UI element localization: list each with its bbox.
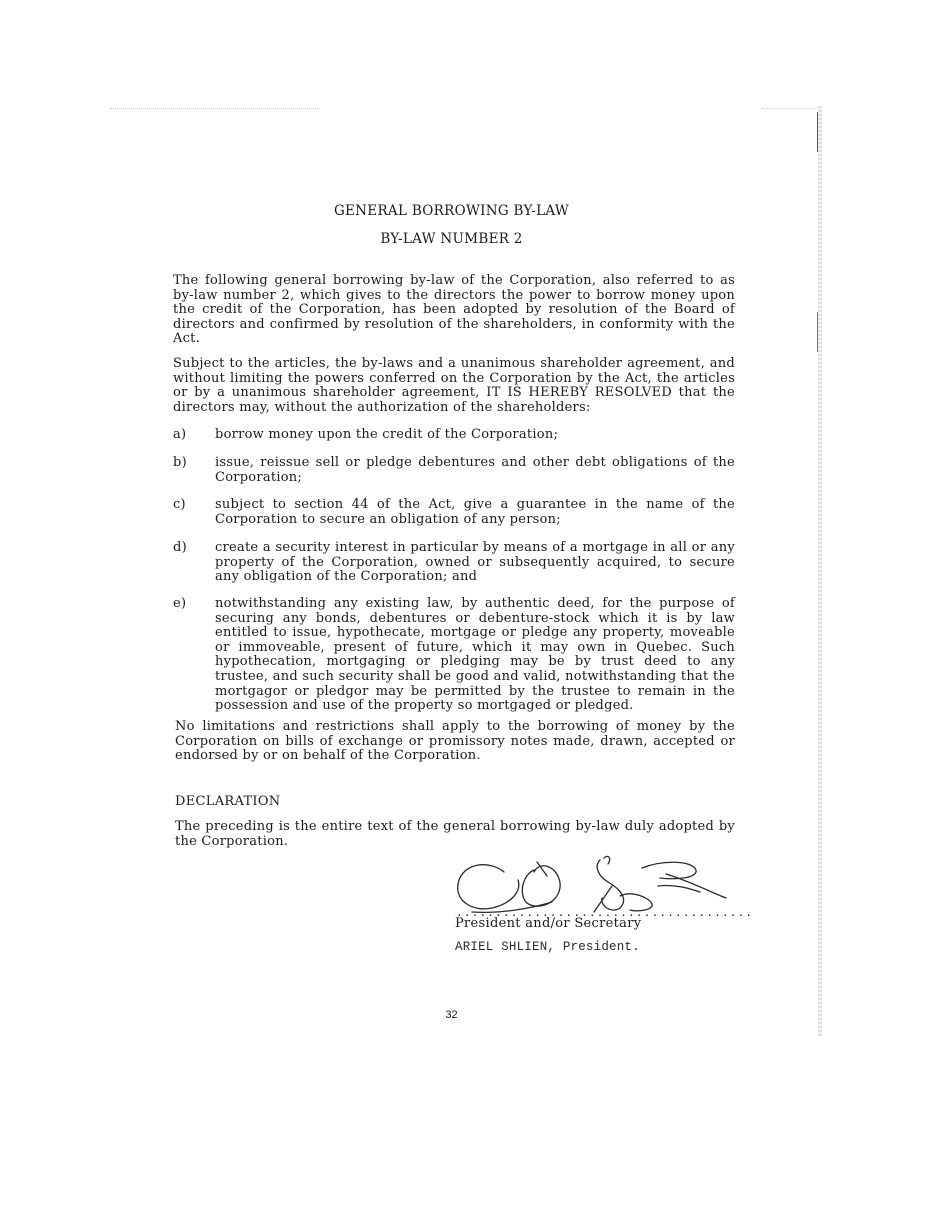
signatory-role: President and/or Secretary xyxy=(455,916,642,931)
list-marker: c) xyxy=(173,497,186,512)
declaration-heading: DECLARATION xyxy=(175,794,281,809)
scan-artifact-right-mark-2 xyxy=(817,312,818,352)
list-item-text: subject to section 44 of the Act, give a guarantee in the name of the Corporation to secure an obligation of any person; xyxy=(215,497,735,527)
document-subtitle: BY-LAW NUMBER 2 xyxy=(380,231,523,247)
page-number: 32 xyxy=(445,1009,458,1021)
resolution-paragraph: Subject to the articles, the by-laws and a unanimous shareholder agreement, and without limiting the powers conferred on the Corporation by the Act, the articles or by a unanimous shareholder agreement, IT IS HEREBY RESOLVED that the directors may, without the authorization of the shareholders: xyxy=(173,356,735,415)
scan-artifact-right-mark xyxy=(817,112,818,152)
list-item-text: issue, reissue sell or pledge debentures and other debt obligations of the Corporation; xyxy=(215,455,735,485)
list-marker: a) xyxy=(173,427,187,442)
document-title: GENERAL BORROWING BY-LAW xyxy=(333,203,570,219)
list-marker: d) xyxy=(173,540,187,555)
list-marker: e) xyxy=(173,596,187,611)
scan-artifact-top-right xyxy=(762,108,822,109)
list-item-text: borrow money upon the credit of the Corporation; xyxy=(215,427,559,442)
list-item-text: create a security interest in particular by means of a mortgage in all or any property of the Corporation, owned or subsequently acquired, to secure any obligation of the Corporation; and xyxy=(215,540,735,585)
signatory-name: ARIEL SHLIEN, President. xyxy=(455,940,640,954)
closing-paragraph: No limitations and restrictions shall apply to the borrowing of money by the Corporation on bills of exchange or promissory notes made, drawn, accepted or endorsed by or on behalf of the Corporation. xyxy=(175,719,735,764)
list-item-text: notwithstanding any existing law, by authentic deed, for the purpose of securing any bonds, debentures or debenture-stock which it is by law entitled to issue, hypothecate, mortgage or pledge any property, moveable or immoveable, present of future, which it may own in Quebec. Such hypothecation, mortgaging or pledging may be by trust deed to any trustee, and such security shall be good and valid, notwithstanding that the mortgagor or pledgor may be permitted by the trustee to remain in the possession and use of the property so mortgaged or pledged. xyxy=(215,596,735,714)
list-marker: b) xyxy=(173,455,187,470)
declaration-text: The preceding is the entire text of the general borrowing by-law duly adopted by the Corporation. xyxy=(175,819,735,849)
scan-artifact-top-left xyxy=(110,108,320,109)
intro-paragraph: The following general borrowing by-law of the Corporation, also referred to as by-law number 2, which gives to the directors the power to borrow money upon the credit of the Corporation, has been adopted by resolution of the Board of directors and confirmed by resolution of the shareholders, in conformity with the Act. xyxy=(173,273,735,347)
signature-line: ...................................... xyxy=(456,906,754,919)
